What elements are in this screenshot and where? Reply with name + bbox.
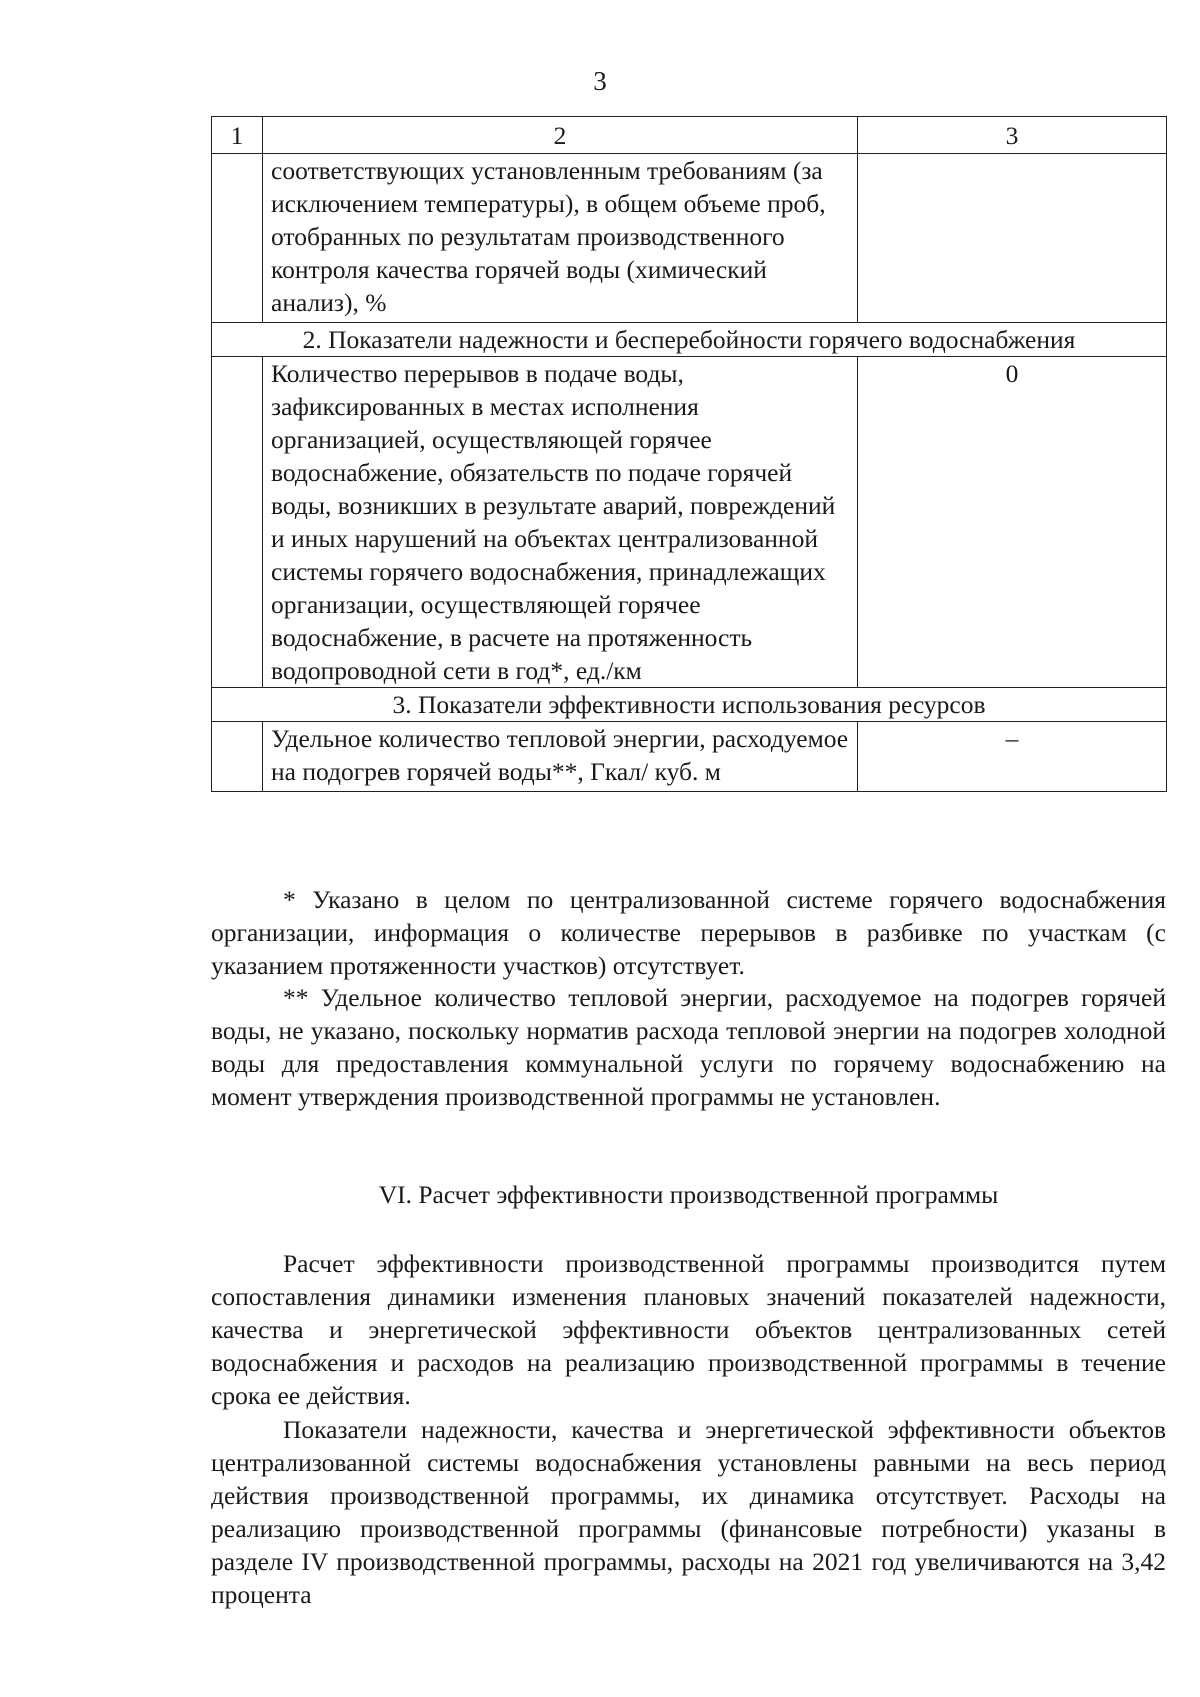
indicator-text-cell: соответствующих установленным требованиям (за исключением температуры), в общем объеме проб, отобранных по результатам производственного контроля качества горячей воды (химический анализ), % <box>263 154 858 323</box>
section-3-title: 3. Показатели эффективности использования ресурсов <box>212 688 1167 722</box>
indicator-value-cell: 0 <box>858 357 1167 688</box>
header-col-2: 2 <box>263 117 858 154</box>
indicator-value-cell <box>858 154 1167 323</box>
row-number-cell <box>212 357 263 688</box>
row-number-cell <box>212 154 263 323</box>
indicator-text-cell: Количество перерывов в подаче воды, зафиксированных в местах исполнения организацией, осуществляющей горячее водоснабжение, обязательств по подаче горячей воды, возникших в результате аварий, повреждений и иных нарушений на объектах централизованной системы горячего водоснабжения, принадлежащих организации, осуществляющей горячее водоснабжение, в расчете на протяженность водопроводной сети в год*, ед./км <box>263 357 858 688</box>
page-number: 3 <box>593 66 607 96</box>
header-col-3: 3 <box>858 117 1167 154</box>
table-row <box>212 154 1167 323</box>
section-row <box>212 323 1167 357</box>
section-heading: VI. Расчет эффективности производственной программы <box>378 1180 999 1209</box>
section-row <box>212 688 1167 722</box>
table-header-row <box>212 117 1167 154</box>
header-col-1: 1 <box>212 117 263 154</box>
footnote-1: * Указано в целом по централизованной системе горячего водоснабжения организации, информация о количестве перерывов в разбивке по участкам (с указанием протяженности участков) отсутствует. <box>211 885 1166 980</box>
paragraph-1: Расчет эффективности производственной программы производится путем сопоставления динамики изменения плановых значений показателей надежности, качества и энергетической эффективности объектов централизованных сетей водоснабжения и расходов на реализацию производственной программы в течение срока ее действия. <box>211 1249 1166 1410</box>
indicators-table <box>211 116 1167 792</box>
row-number-cell <box>212 722 263 792</box>
section-2-title: 2. Показатели надежности и бесперебойности горячего водоснабжения <box>212 323 1167 357</box>
paragraph-2: Показатели надежности, качества и энергетической эффективности объектов централизованной системы водоснабжения установлены равными на весь период действия производственной программы, их динамика отсутствует. Расходы на реализацию производственной программы (финансовые потребности) указаны в разделе IV производственной программы, расходы на 2021 год увеличиваются на 3,42 процента <box>211 1415 1166 1609</box>
table-row <box>212 722 1167 792</box>
indicator-value-cell: – <box>858 722 1167 792</box>
indicator-text-cell: Удельное количество тепловой энергии, расходуемое на подогрев горячей воды**, Гкал/ куб. м <box>263 722 858 792</box>
table-row <box>212 357 1167 688</box>
footnote-2: ** Удельное количество тепловой энергии, расходуемое на подогрев горячей воды, не указано, поскольку норматив расхода тепловой энергии на подогрев холодной воды для предоставления коммунальной услуги по горячему водоснабжению на момент утверждения производственной программы не установлен. <box>211 983 1166 1111</box>
